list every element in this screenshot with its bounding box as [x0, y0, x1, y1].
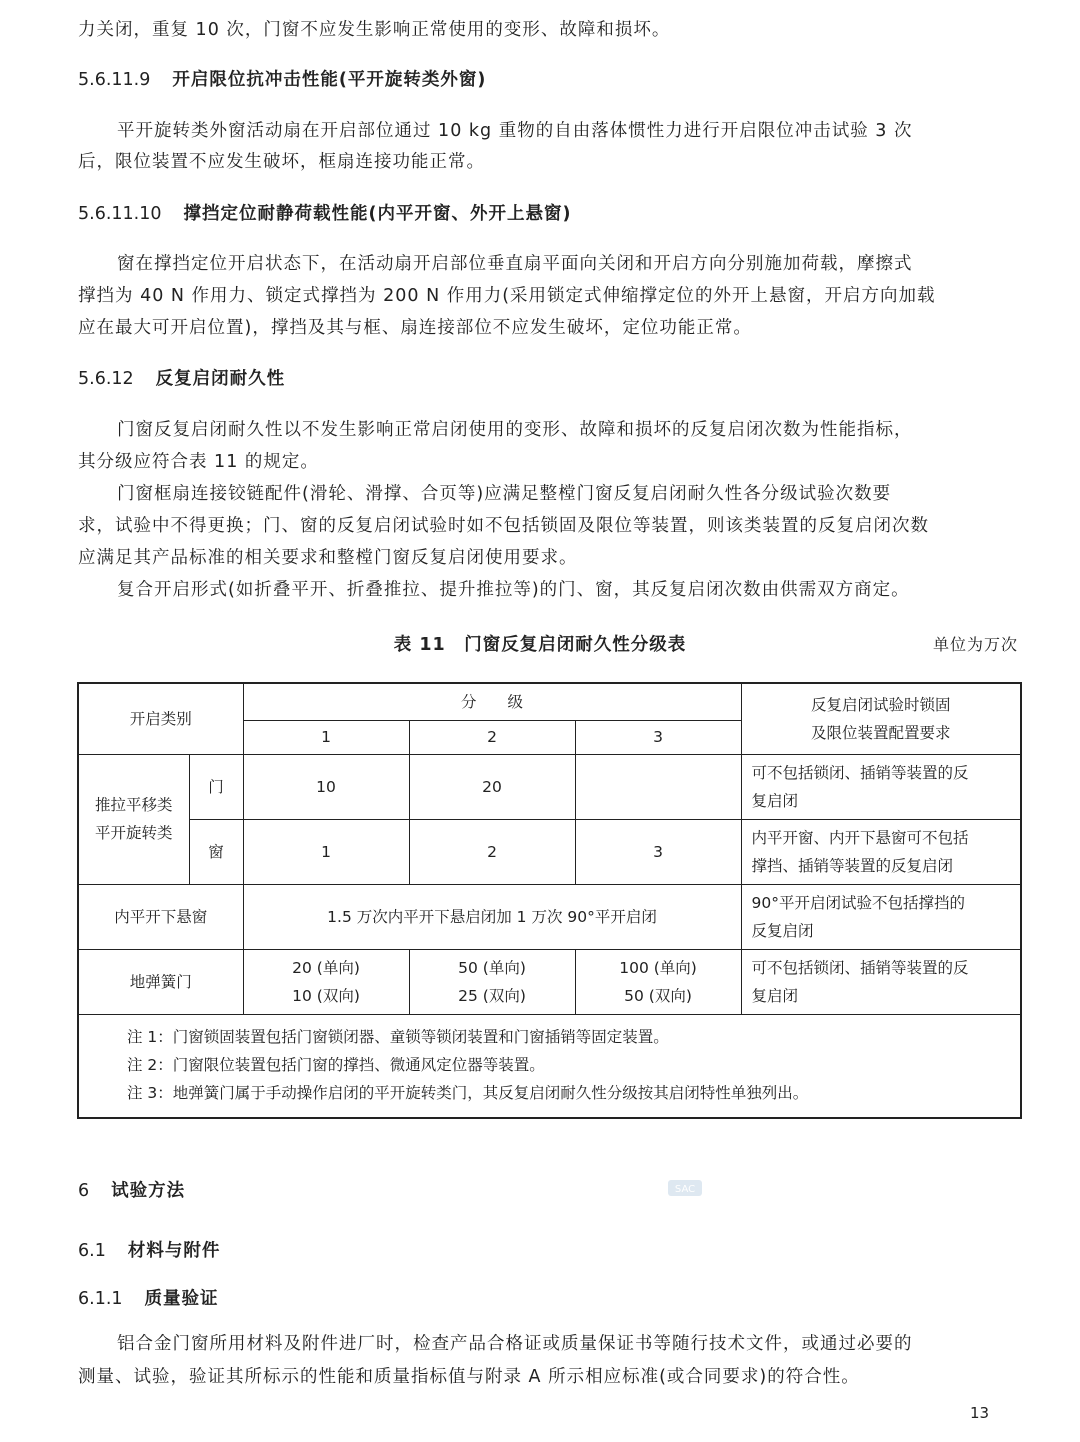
- table-notes: [78, 1014, 1021, 1118]
- paragraph-line: 窗在撑挡定位开启状态下，在活动扇开启部位垂直扇平面向关闭和开启方向分别施加荷载，摩擦式: [117, 254, 913, 274]
- paragraph-line: 应在最大可开启位置)，撑挡及其与框、扇连接部位不应发生破坏，定位功能正常。: [78, 318, 752, 338]
- section-number: 5.6.11.10: [78, 204, 162, 224]
- table-cell: 20: [409, 754, 575, 819]
- table-note: 注 2：门窗限位装置包括门窗的撑挡、微通风定位器等装置。: [127, 1055, 545, 1074]
- section-6-1-heading: [78, 1239, 220, 1263]
- table-cell: 1: [243, 819, 409, 884]
- header-grade-2: 2: [409, 720, 575, 754]
- section-title: 撑挡定位耐静荷载性能(内平开窗、外开上悬窗): [183, 204, 572, 224]
- continuation-line: 力关闭，重复 10 次，门窗不应发生影响正常使用的变形、故障和损坏。: [78, 20, 671, 40]
- section-title: 反复启闭耐久性: [155, 369, 286, 389]
- section-5-6-11-9-heading: [78, 68, 486, 92]
- section-title: 材料与附件: [127, 1241, 221, 1261]
- table-row: [78, 754, 1021, 819]
- section-title: 试验方法: [111, 1181, 186, 1201]
- paragraph-line: 其分级应符合表 11 的规定。: [78, 452, 319, 472]
- section-number: 6.1: [78, 1241, 106, 1261]
- section-5-6-11-10-heading: [78, 202, 572, 226]
- section-title: 质量验证: [144, 1289, 219, 1309]
- door-label: 门: [189, 754, 243, 819]
- table-cell: 1.5 万次内平开下悬启闭加 1 万次 90°平开启闭: [243, 884, 741, 949]
- table-row: [78, 884, 1021, 949]
- section-title: 开启限位抗冲击性能(平开旋转类外窗): [172, 70, 487, 90]
- table-cell: 10: [243, 754, 409, 819]
- section-5-6-12-heading: [78, 367, 285, 391]
- table-row: [78, 949, 1021, 1014]
- paragraph-line: 门窗反复启闭耐久性以不发生影响正常启闭使用的变形、故障和损坏的反复启闭次数为性能指标，: [117, 420, 913, 440]
- section-6-1-1-heading: [78, 1287, 219, 1311]
- durability-grade-table: [77, 682, 1022, 1119]
- header-grade-3: 3: [575, 720, 741, 754]
- table-note: 注 3：地弹簧门属于手动操作启闭的平开旋转类门，其反复启闭耐久性分级按其启闭特性单独列出。: [127, 1083, 809, 1102]
- table-cell: 100 (单向) 50 (双向): [575, 949, 741, 1014]
- window-label: 窗: [189, 819, 243, 884]
- table-cell: 20 (单向) 10 (双向): [243, 949, 409, 1014]
- section-number: 6.1.1: [78, 1289, 123, 1309]
- section-number: 6: [78, 1181, 90, 1201]
- table-header-row: [78, 683, 1021, 720]
- paragraph-line: 后，限位装置不应发生破坏，框扇连接功能正常。: [78, 152, 485, 172]
- paragraph-line: 复合开启形式(如折叠平开、折叠推拉、提升推拉等)的门、窗，其反复启闭次数由供需双方商定。: [117, 580, 910, 600]
- page-number: 13: [970, 1404, 990, 1422]
- section-number: 5.6.11.9: [78, 70, 151, 90]
- requirement-cell: 90°平开启闭试验不包括撑挡的 反复启闭: [741, 884, 1021, 949]
- requirement-cell: 可不包括锁闭、插销等装置的反 复启闭: [741, 754, 1021, 819]
- sac-watermark-logo: [668, 1180, 702, 1196]
- table-note: 注 1：门窗锁固装置包括门窗锁闭器、童锁等锁闭装置和门窗插销等固定装置。: [127, 1027, 669, 1046]
- row-name: 地弹簧门: [78, 949, 243, 1014]
- paragraph-line: 测量、试验，验证其所标示的性能和质量指标值与附录 A 所示相应标准(或合同要求)的符合性。: [78, 1367, 860, 1387]
- table-unit: 单位为万次: [932, 635, 1018, 654]
- paragraph-line: 求，试验中不得更换；门、窗的反复启闭试验时如不包括锁固及限位等装置，则该类装置的反复启闭次数: [78, 516, 929, 536]
- header-open-type: 开启类别: [78, 683, 243, 754]
- header-grade: 分 级: [243, 683, 741, 720]
- header-requirement: 反复启闭试验时锁固 及限位装置配置要求: [741, 683, 1021, 754]
- requirement-cell: 可不包括锁闭、插销等装置的反 复启闭: [741, 949, 1021, 1014]
- section-number: 5.6.12: [78, 369, 134, 389]
- table-cell: [575, 754, 741, 819]
- table-cell: 50 (单向) 25 (双向): [409, 949, 575, 1014]
- svg-text:SAC: SAC: [674, 1184, 696, 1195]
- paragraph-line: 撑挡为 40 N 作用力、锁定式撑挡为 200 N 作用力(采用锁定式伸缩撑定位的外开上悬窗，开启方向加载: [78, 286, 936, 306]
- paragraph-line: 应满足其产品标准的相关要求和整樘门窗反复启闭使用要求。: [78, 548, 578, 568]
- paragraph-line: 平开旋转类外窗活动扇在开启部位通过 10 kg 重物的自由落体惯性力进行开启限位冲击试验 3 次: [117, 121, 913, 141]
- table-cell: 3: [575, 819, 741, 884]
- table-cell: 2: [409, 819, 575, 884]
- table-caption: 表 11 门窗反复启闭耐久性分级表: [393, 635, 687, 655]
- header-grade-1: 1: [243, 720, 409, 754]
- table-notes-row: [78, 1014, 1021, 1118]
- group-name: 推拉平移类 平开旋转类: [78, 754, 189, 884]
- table-row: [78, 819, 1021, 884]
- row-name: 内平开下悬窗: [78, 884, 243, 949]
- section-6-heading: [78, 1179, 185, 1203]
- paragraph-line: 门窗框扇连接铰链配件(滑轮、滑撑、合页等)应满足整樘门窗反复启闭耐久性各分级试验次数要: [117, 484, 892, 504]
- requirement-cell: 内平开窗、内开下悬窗可不包括 撑挡、插销等装置的反复启闭: [741, 819, 1021, 884]
- paragraph-line: 铝合金门窗所用材料及附件进厂时，检查产品合格证或质量保证书等随行技术文件，或通过必要的: [117, 1334, 913, 1354]
